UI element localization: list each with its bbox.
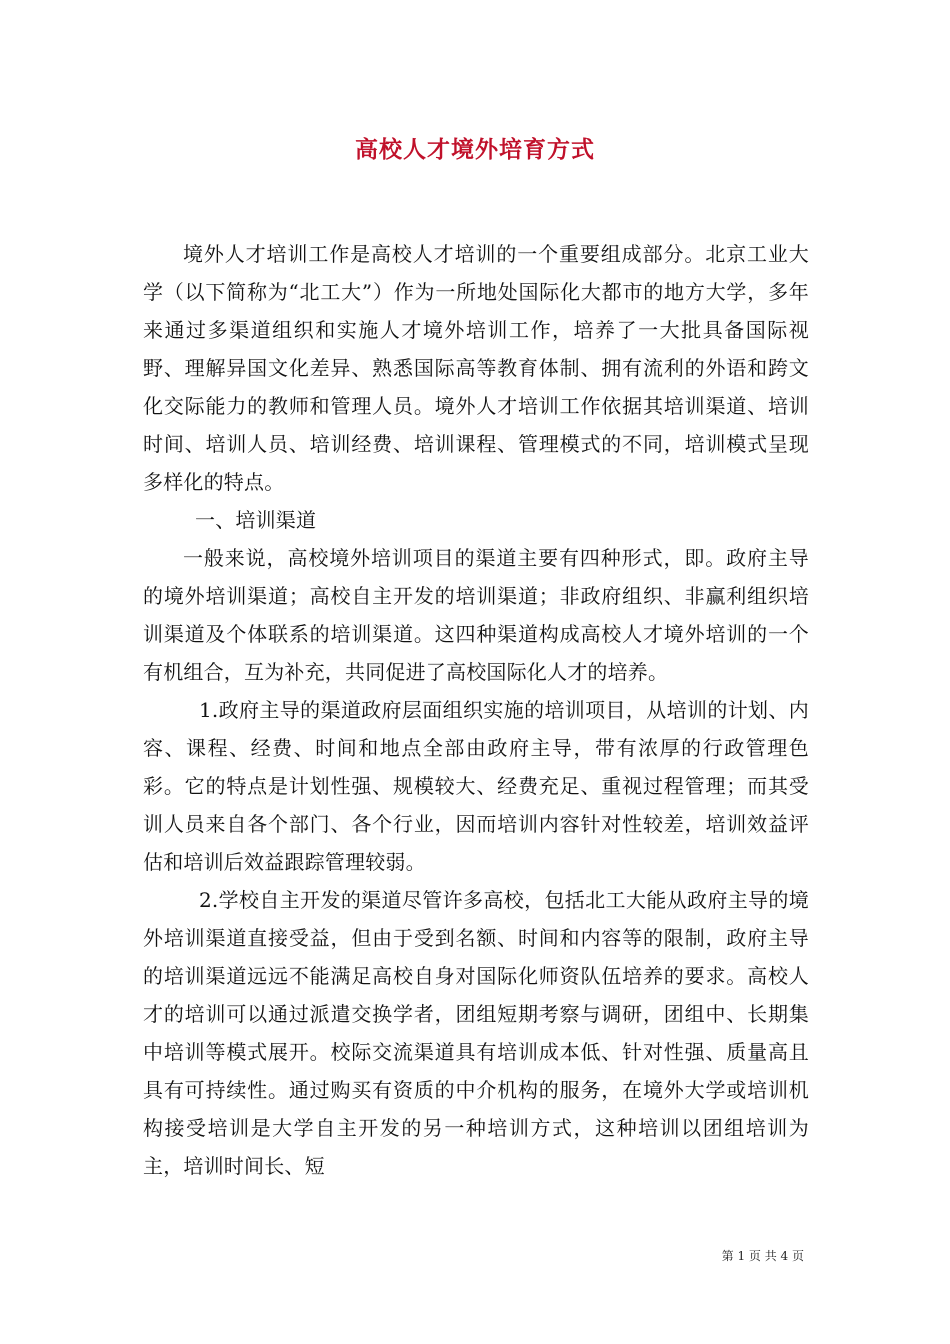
document-title: 高校人才境外培育方式 <box>355 136 595 163</box>
section-heading: 一、培训渠道 <box>195 508 317 532</box>
government-channel-paragraph: 1.政府主导的渠道政府层面组织实施的培训项目，从培训的计划、内容、课程、经费、时间和地点全部由政府主导，带有浓厚的行政管理色彩。它的特点是计划性强、规模较大、经费充足、重视过程管理；而其受训人员来自各个部门、各个行业，因而培训内容针对性较差，培训效益评估和培训后效益跟踪管理较弱。 <box>143 698 809 874</box>
channels-paragraph: 一般来说，高校境外培训项目的渠道主要有四种形式，即。政府主导的境外培训渠道；高校自主开发的培训渠道；非政府组织、非赢利组织培训渠道及个体联系的培训渠道。这四种渠道构成高校人才境外培训的一个有机组合，互为补充，共同促进了高校国际化人才的培养。 <box>143 546 809 684</box>
school-channel-paragraph: 2.学校自主开发的渠道尽管许多高校，包括北工大能从政府主导的境外培训渠道直接受益，但由于受到名额、时间和内容等的限制，政府主导的培训渠道远远不能满足高校自身对国际化师资队伍培养的要求。高校人才的培训可以通过派遣交换学者，团组短期考察与调研，团组中、长期集中培训等模式展开。校际交流渠道具有培训成本低、针对性强、质量高且具有可持续性。通过购买有资质的中介机构的服务，在境外大学或培训机构接受培训是大学自主开发的另一种培训方式，这种培训以团组培训为主，培训时间长、短 <box>143 888 809 1178</box>
document-body <box>143 235 809 1185</box>
intro-paragraph: 境外人才培训工作是高校人才培训的一个重要组成部分。北京工业大学（以下简称为“北工大”）作为一所地处国际化大都市的地方大学，多年来通过多渠道组织和实施人才境外培训工作，培养了一大批具备国际视野、理解异国文化差异、熟悉国际高等教育体制、拥有流利的外语和跨文化交际能力的教师和管理人员。境外人才培训工作依据其培训渠道、培训时间、培训人员、培训经费、培训课程、管理模式的不同，培训模式呈现多样化的特点。 <box>143 242 809 494</box>
page-number: 第 1 页 共 4 页 <box>721 1249 804 1263</box>
